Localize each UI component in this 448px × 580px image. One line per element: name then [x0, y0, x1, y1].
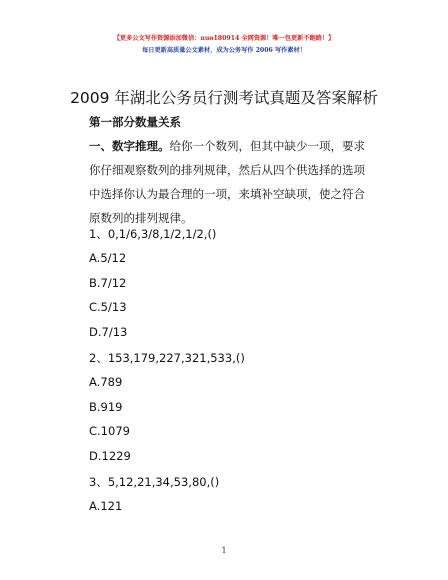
question-1-option-c: C.5/13	[89, 300, 127, 314]
document-title: 2009 年湖北公务员行测考试真题及答案解析	[70, 89, 378, 107]
question-3-option-a: A.121	[89, 499, 123, 513]
question-3-stem: 3、5,12,21,34,53,80,()	[89, 475, 220, 489]
question-2-option-a: A.789	[89, 375, 123, 389]
section-heading: 第一部分数量关系	[89, 115, 181, 129]
question-2-option-b: B.919	[89, 400, 123, 414]
instructions-lead: 一、数字推理。	[89, 139, 170, 153]
question-1-option-a: A.5/12	[89, 251, 127, 265]
question-1-option-d: D.7/13	[89, 325, 128, 339]
question-1-option-b: B.7/12	[89, 276, 127, 290]
question-1-stem: 1、0,1/6,3/8,1/2,1/2,()	[89, 227, 217, 241]
question-2-option-d: D.1229	[89, 449, 131, 463]
question-2-option-c: C.1079	[89, 424, 130, 438]
promo-banner-line-1: 【更多公文写作资源添加微信：nuo180914 全网资源！唯一包更新不跑路！】	[113, 35, 335, 42]
page-number: 1	[221, 546, 227, 555]
instructions-paragraph	[89, 134, 371, 230]
instructions-text: 给你一个数列，但其中缺少一项，要求你仔细观察数列的排列规律，然后从四个供选择的选项中选择你认为最合理的一项，来填补空缺项，使之符合原数列的排列规律。	[89, 139, 365, 225]
promo-banner-line-2: 每日更新高质量公文素材，成为公务写作 2006 写作素材！	[142, 47, 306, 54]
question-2-stem: 2、153,179,227,321,533,()	[89, 351, 245, 365]
